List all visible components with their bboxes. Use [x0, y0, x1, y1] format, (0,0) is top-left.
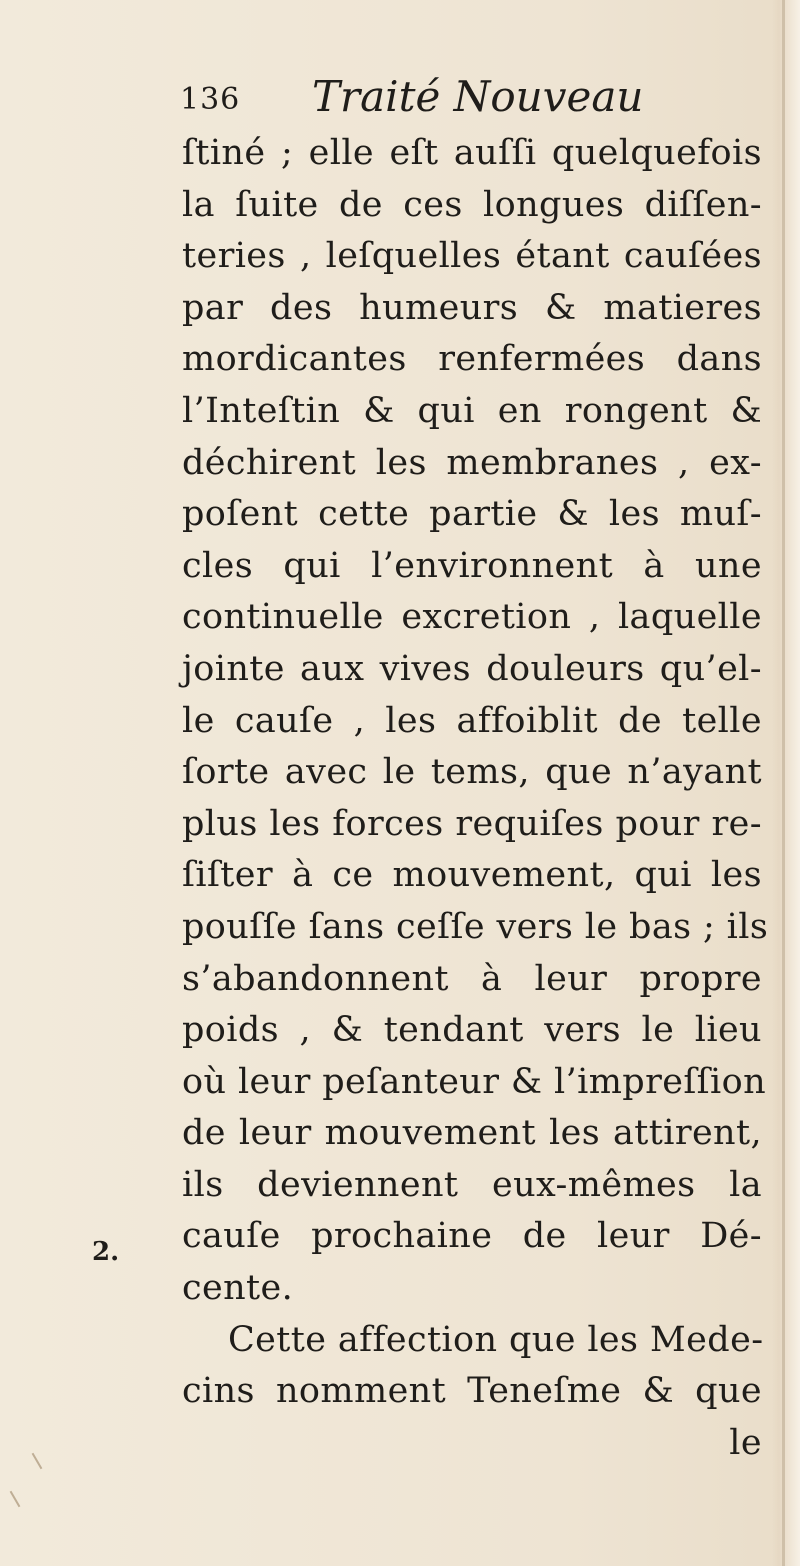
text-line: cins nomment Teneſme & que [182, 1371, 762, 1412]
page-header [180, 72, 740, 136]
text-line: cente. [182, 1268, 294, 1309]
margin-note: 2. [92, 1237, 120, 1267]
text-line: ſiſter à ce mouvement, qui les [182, 855, 762, 896]
text-line: jointe aux vives douleurs qu’el- [182, 648, 762, 689]
text-line: mordicantes renfermées dans [182, 339, 762, 380]
text-line: l’Inteſtin & qui en rongent & [182, 390, 762, 431]
paper-speck [32, 1453, 43, 1470]
text-line: par des humeurs & matieres [182, 287, 762, 328]
catchword: le [729, 1422, 762, 1463]
text-line: pouſſe ſans ceſſe vers le bas ; ils [182, 906, 769, 947]
text-line: ſorte avec le tems, que n’ayant [182, 752, 762, 793]
text-line: plus les forces requiſes pour re- [182, 803, 762, 844]
text-line: teries , leſquelles étant cauſées [182, 236, 762, 277]
text-line: où leur peſanteur & l’impreſſion [182, 1061, 767, 1102]
page-text [182, 128, 769, 1469]
text-line: continuelle excretion , laquelle [182, 597, 762, 638]
running-title: Traité Nouveau [312, 72, 644, 121]
text-line: ſtiné ; elle eſt auſſi quelquefois [182, 133, 762, 173]
text-line: cauſe prochaine de leur Dé- [182, 1216, 762, 1257]
text-line: s’abandonnent à leur propre [182, 958, 762, 999]
text-line: cles qui l’environnent à une [182, 545, 762, 586]
text-line: la ſuite de ces longues diſſen- [182, 184, 762, 225]
binding-edge [782, 0, 785, 1566]
text-line: déchirent les membranes , ex- [182, 442, 762, 483]
text-line: ils deviennent eux-mêmes la [182, 1164, 762, 1205]
page-number: 136 [180, 82, 241, 117]
text-line: poids , & tendant vers le lieu [182, 1010, 762, 1051]
paper-speck [10, 1491, 21, 1508]
page-gutter [772, 0, 800, 1566]
text-line: poſent cette partie & les muſ- [182, 494, 762, 535]
paragraph-start-line: Cette affection que les Mede- [228, 1319, 764, 1360]
text-line: le cauſe , les affoiblit de telle [182, 700, 762, 741]
text-line: de leur mouvement les attirent, [182, 1113, 762, 1154]
